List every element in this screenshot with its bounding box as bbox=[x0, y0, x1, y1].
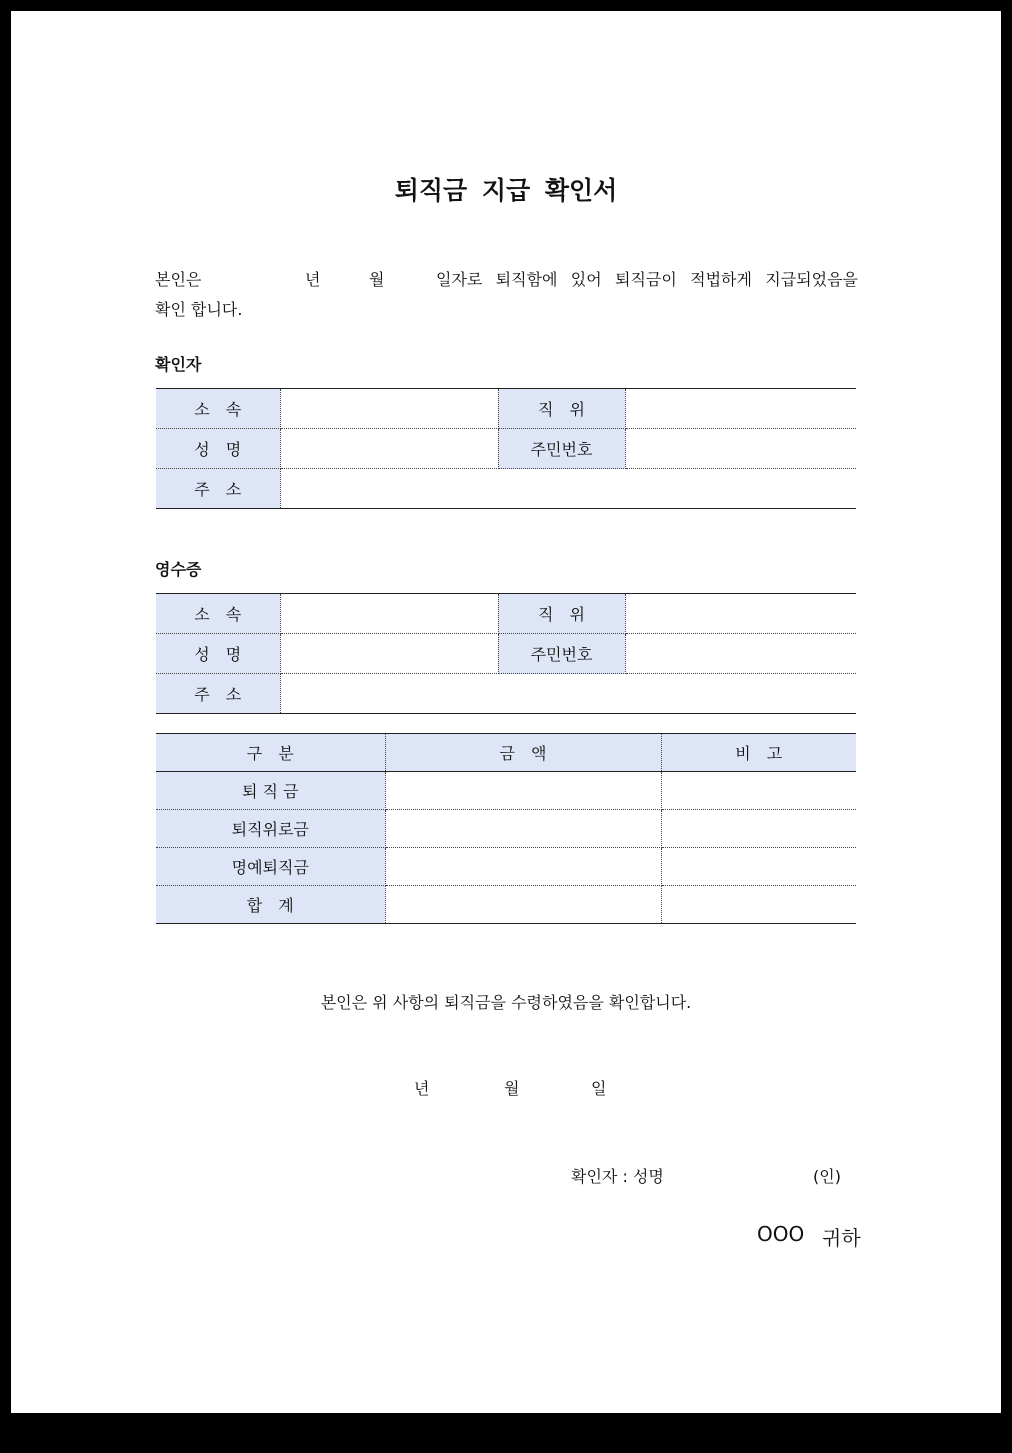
note-cell[interactable] bbox=[661, 886, 856, 924]
table-row bbox=[156, 772, 856, 810]
column-header: 비 고 bbox=[661, 734, 856, 772]
intro-year: 년 bbox=[305, 270, 321, 289]
row-label: 직 위 bbox=[498, 594, 625, 634]
confirmer-table bbox=[156, 388, 856, 509]
table-row bbox=[156, 634, 856, 674]
value-cell[interactable] bbox=[625, 429, 856, 469]
row-label: 주민번호 bbox=[498, 429, 625, 469]
value-cell[interactable] bbox=[280, 429, 498, 469]
amount-cell[interactable] bbox=[385, 886, 661, 924]
table-row bbox=[156, 594, 856, 634]
row-label: 주 소 bbox=[156, 469, 280, 509]
table-row bbox=[156, 848, 856, 886]
document-title: 퇴직금 지급 확인서 bbox=[394, 176, 618, 205]
value-cell[interactable] bbox=[280, 389, 498, 429]
amount-cell[interactable] bbox=[385, 810, 661, 848]
payment-table bbox=[156, 733, 856, 924]
value-cell[interactable] bbox=[280, 594, 498, 634]
table-row bbox=[156, 674, 856, 714]
note-cell[interactable] bbox=[661, 848, 856, 886]
intro-line2: 확인 합니다. bbox=[155, 300, 243, 319]
row-label: 퇴 직 금 bbox=[156, 772, 385, 810]
intro-rest: 일자로 퇴직함에 있어 퇴직금이 적법하게 지급되었음을 bbox=[436, 270, 858, 289]
row-label: 퇴직위로금 bbox=[156, 810, 385, 848]
row-label: 소 속 bbox=[156, 594, 280, 634]
value-cell[interactable] bbox=[280, 469, 856, 509]
column-header: 금 액 bbox=[385, 734, 661, 772]
note-cell[interactable] bbox=[661, 810, 856, 848]
row-label: 성 명 bbox=[156, 429, 280, 469]
note-cell[interactable] bbox=[661, 772, 856, 810]
row-label: 합 계 bbox=[156, 886, 385, 924]
intro-month: 월 bbox=[369, 270, 385, 289]
intro-prefix: 본인은 bbox=[155, 270, 202, 289]
table-row bbox=[156, 886, 856, 924]
date-day: 일 bbox=[591, 1079, 607, 1098]
table-row bbox=[156, 469, 856, 509]
row-label: 직 위 bbox=[498, 389, 625, 429]
row-label: 주 소 bbox=[156, 674, 280, 714]
table-header-row bbox=[156, 734, 856, 772]
row-label: 성 명 bbox=[156, 634, 280, 674]
table-row bbox=[156, 810, 856, 848]
receipt-table bbox=[156, 593, 856, 714]
value-cell[interactable] bbox=[625, 594, 856, 634]
date-year: 년 bbox=[414, 1079, 430, 1098]
table-row bbox=[156, 389, 856, 429]
date-month: 월 bbox=[504, 1079, 520, 1098]
value-cell[interactable] bbox=[625, 389, 856, 429]
column-header: 구 분 bbox=[156, 734, 385, 772]
amount-cell[interactable] bbox=[385, 772, 661, 810]
row-label: 명예퇴직금 bbox=[156, 848, 385, 886]
amount-cell[interactable] bbox=[385, 848, 661, 886]
recipient-honorific: 귀하 bbox=[822, 1226, 861, 1250]
row-label: 주민번호 bbox=[498, 634, 625, 674]
section-label-receipt: 영수증 bbox=[155, 560, 202, 579]
document-page bbox=[11, 11, 1001, 1413]
confirm-statement: 본인은 위 사항의 퇴직금을 수령하였음을 확인합니다. bbox=[320, 993, 692, 1012]
seal-mark: (인) bbox=[813, 1167, 841, 1186]
row-label: 소 속 bbox=[156, 389, 280, 429]
signature-label: 확인자 : 성명 bbox=[571, 1167, 664, 1186]
value-cell[interactable] bbox=[625, 634, 856, 674]
value-cell[interactable] bbox=[280, 674, 856, 714]
section-label-confirmer: 확인자 bbox=[155, 355, 202, 374]
table-row bbox=[156, 429, 856, 469]
recipient-name: OOO bbox=[757, 1222, 805, 1246]
value-cell[interactable] bbox=[280, 634, 498, 674]
